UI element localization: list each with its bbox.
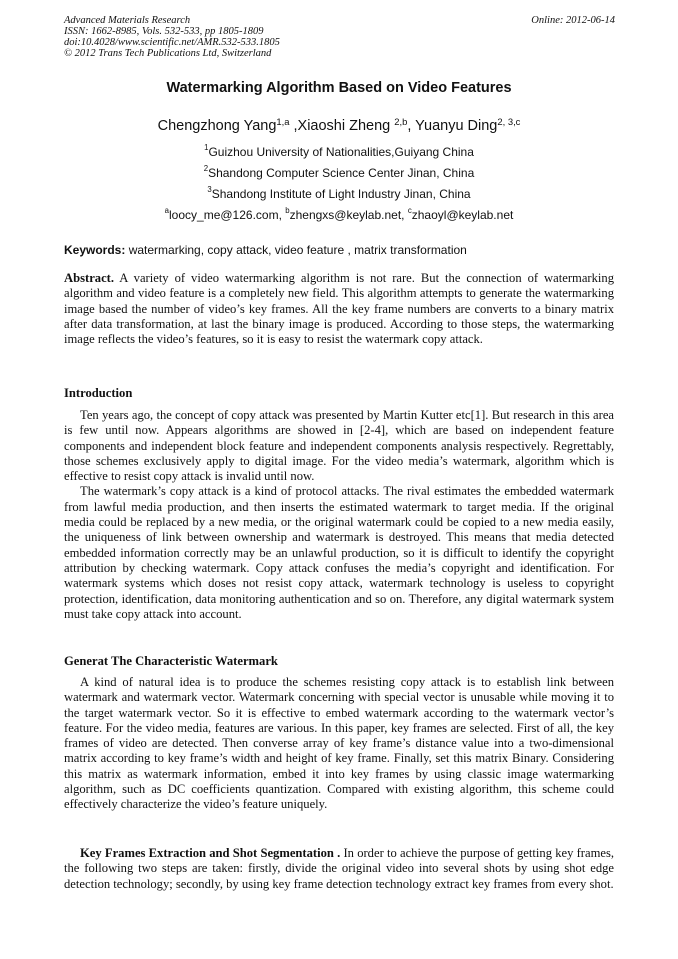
- affiliation-text: Shandong Institute of Light Industry Jinan, China: [211, 187, 471, 201]
- paragraph: Ten years ago, the concept of copy attack was presented by Martin Kutter etc[1]. But research in this area is few until now. Appears algorithms are showed in [2-4], which are based on independent feature components and independent block feature and independent components analysis respectively. Regrettably, those schemes exclusively apply to digital image. For the video media’s watermark, algorithm which is effective to resist copy attack is invalid until now.: [64, 408, 614, 484]
- generate-watermark-heading: Generat The Characteristic Watermark: [64, 654, 278, 668]
- introduction-heading: Introduction: [64, 386, 133, 400]
- author-superscript: 1,a: [276, 116, 290, 127]
- email-address: zhaoyl@keylab.net: [411, 208, 514, 222]
- key-frames-paragraph: [64, 846, 614, 892]
- affiliation-superscript: 3: [207, 185, 212, 194]
- online-date: Online: 2012-06-14: [531, 15, 615, 26]
- introduction-section: [64, 408, 614, 622]
- paragraph: A kind of natural idea is to produce the schemes resisting copy attack is to establish link between watermark and watermark vector. Watermark concerning with special vector is unusable while moving it to the target watermark vector. So it is effective to embed watermark according to the watermark vector’s feature. For the video media, features are various. In this paper, key frames are selected. First of all, the key frames of video are detected. Then converse array of key frame’s distance value into a two-dimensional matrix according to key frame’s width and height of key frame. Finally, set this matrix Binary. Considering this matrix as watermark information, embed it into key frames by using classic image watermarking algorithm, such as DC coefficients quantization. Compared with existing algorithm, this scheme could effectively characterize the video’s feature uniquely.: [64, 675, 614, 812]
- email-address: zhengxs@keylab.net,: [289, 208, 408, 222]
- affiliation-text: Guizhou University of Nationalities,Guiyang China: [208, 145, 474, 159]
- email-superscript: b: [285, 206, 290, 215]
- email-address: loocy_me@126.com,: [169, 208, 286, 222]
- issn-line: ISSN: 1662-8985, Vols. 532-533, pp 1805-1809: [64, 26, 264, 37]
- paragraph: [64, 846, 614, 892]
- doi-line: doi:10.4028/www.scientific.net/AMR.532-533.1805: [64, 37, 280, 48]
- abstract-label: Abstract.: [64, 271, 115, 285]
- keywords-line: [64, 243, 467, 257]
- affiliation-superscript: 1: [204, 143, 209, 152]
- email-superscript: a: [164, 206, 170, 215]
- affiliation-1: [0, 145, 678, 159]
- author-superscript: 2, 3,c: [497, 116, 521, 127]
- author-list: [0, 118, 678, 134]
- author-superscript: 2,b: [394, 116, 408, 127]
- affiliation-2: [0, 166, 678, 180]
- key-frames-text: In order to achieve the purpose of getting key frames, the following two steps are taken: firstly, divide the original video into several shots by using shot edge detection technology; secondly, by using key frame detection technology extract key frames from every shot.: [64, 846, 615, 891]
- key-frames-label: Key Frames Extraction and Shot Segmentation .: [80, 846, 341, 860]
- generate-watermark-section: [64, 675, 614, 813]
- affiliation-3: [0, 187, 678, 201]
- abstract-paragraph: [64, 271, 614, 347]
- paper-title: Watermarking Algorithm Based on Video Features: [166, 80, 512, 96]
- journal-metadata: [64, 15, 280, 59]
- affiliation-text: Shandong Computer Science Center Jinan, China: [208, 166, 475, 180]
- keywords-text: watermarking, copy attack, video feature , matrix transformation: [125, 243, 467, 257]
- abstract-text: A variety of video watermarking algorithm is not rare. But the connection of watermarking algorithm and video feature is a completely new field. This algorithm attempts to generate the watermarking image based the number of video’s key frames. All the key frame numbers are converts to a binary matrix after data transformation, at last the binary image is produced. According to those steps, the watermarking image reflects the video’s features, so it is easy to resist the watermark copy attack.: [64, 271, 614, 347]
- email-superscript: c: [407, 206, 412, 215]
- keywords-label: Keywords:: [64, 243, 126, 257]
- copyright-line: © 2012 Trans Tech Publications Ltd, Switzerland: [64, 48, 272, 59]
- paragraph: The watermark’s copy attack is a kind of protocol attacks. The rival estimates the embedded watermark from lawful media production, and then inserts the estimated watermark to target media. If the original media could be replaced by a new media, or the original watermark could be copied to a new media easily, the uniqueness of link between ownership and watermark is destroyed. This means that media detected embedded information correctly may be an unlawful production, so it is difficult to identify the copyright attribution by checking watermark. Copy attack confuses the media’s copyright and identification. For watermark systems which doses not resist copy attack, watermark technology is useless to copyright protection, identification, data monitoring authentication and so on. Therefore, any digital watermark system must take copy attack into account.: [64, 484, 614, 621]
- author-name: , Yuanyu Ding: [407, 118, 498, 134]
- journal-name: Advanced Materials Research: [64, 15, 191, 26]
- author-name: Chengzhong Yang: [157, 118, 277, 134]
- affiliation-superscript: 2: [203, 164, 209, 173]
- author-emails: [0, 208, 678, 222]
- author-name: ,Xiaoshi Zheng: [289, 118, 395, 134]
